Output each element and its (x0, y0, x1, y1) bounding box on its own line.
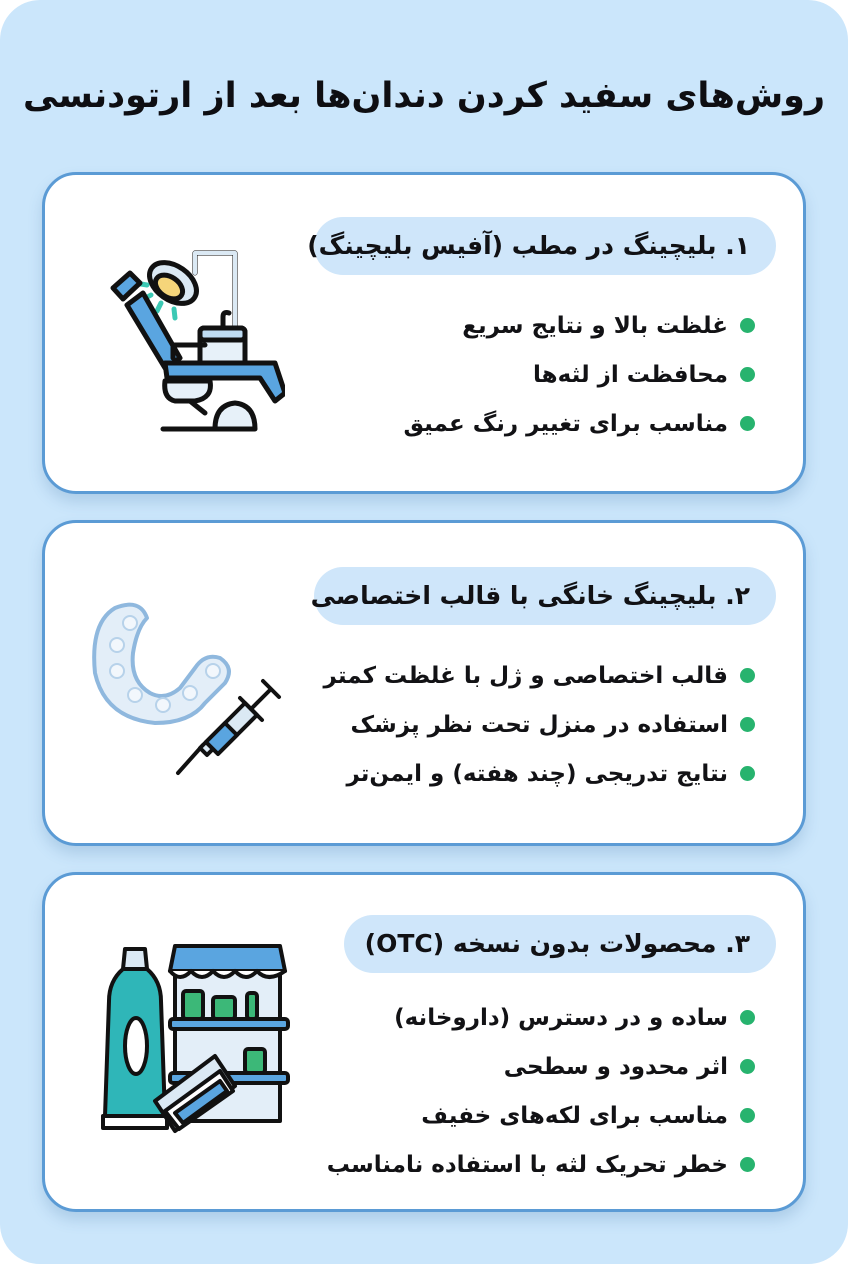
dental-chair-icon (85, 233, 285, 433)
method-heading: ۱. بلیچینگ در مطب (آفیس بلیچینگ) (314, 217, 776, 275)
method-heading: ۳. محصولات بدون نسخه (OTC) (344, 915, 776, 973)
list-item: قالب اختصاصی و ژل با غلظت کمتر (324, 651, 755, 700)
method-card-office-bleaching (42, 172, 806, 494)
bullet-dot-icon (740, 1157, 755, 1172)
method-points (327, 993, 755, 1189)
list-item: مناسب برای تغییر رنگ عمیق (403, 399, 755, 448)
bullet-dot-icon (740, 766, 755, 781)
list-item: استفاده در منزل تحت نظر پزشک (324, 700, 755, 749)
method-points (403, 301, 755, 448)
tray-and-syringe-icon (85, 583, 285, 783)
bullet-dot-icon (740, 416, 755, 431)
method-card-otc-products (42, 872, 806, 1212)
pharmacy-products-icon (95, 941, 295, 1141)
bullet-dot-icon (740, 1108, 755, 1123)
bullet-dot-icon (740, 668, 755, 683)
method-heading: ۲. بلیچینگ خانگی با قالب اختصاصی (314, 567, 776, 625)
list-item: خطر تحریک لثه با استفاده نامناسب (327, 1140, 755, 1189)
list-item: ساده و در دسترس (داروخانه) (327, 993, 755, 1042)
bullet-dot-icon (740, 318, 755, 333)
page-title: روش‌های سفید کردن دندان‌ها بعد از ارتودنسی (22, 76, 826, 116)
bullet-dot-icon (740, 1059, 755, 1074)
method-card-home-bleaching (42, 520, 806, 846)
list-item: غلظت بالا و نتایج سریع (403, 301, 755, 350)
list-item: محافظت از لثه‌ها (403, 350, 755, 399)
bullet-dot-icon (740, 1010, 755, 1025)
list-item: نتایج تدریجی (چند هفته) و ایمن‌تر (324, 749, 755, 798)
method-points (324, 651, 755, 798)
bullet-dot-icon (740, 717, 755, 732)
bullet-dot-icon (740, 367, 755, 382)
list-item: مناسب برای لکه‌های خفیف (327, 1091, 755, 1140)
list-item: اثر محدود و سطحی (327, 1042, 755, 1091)
